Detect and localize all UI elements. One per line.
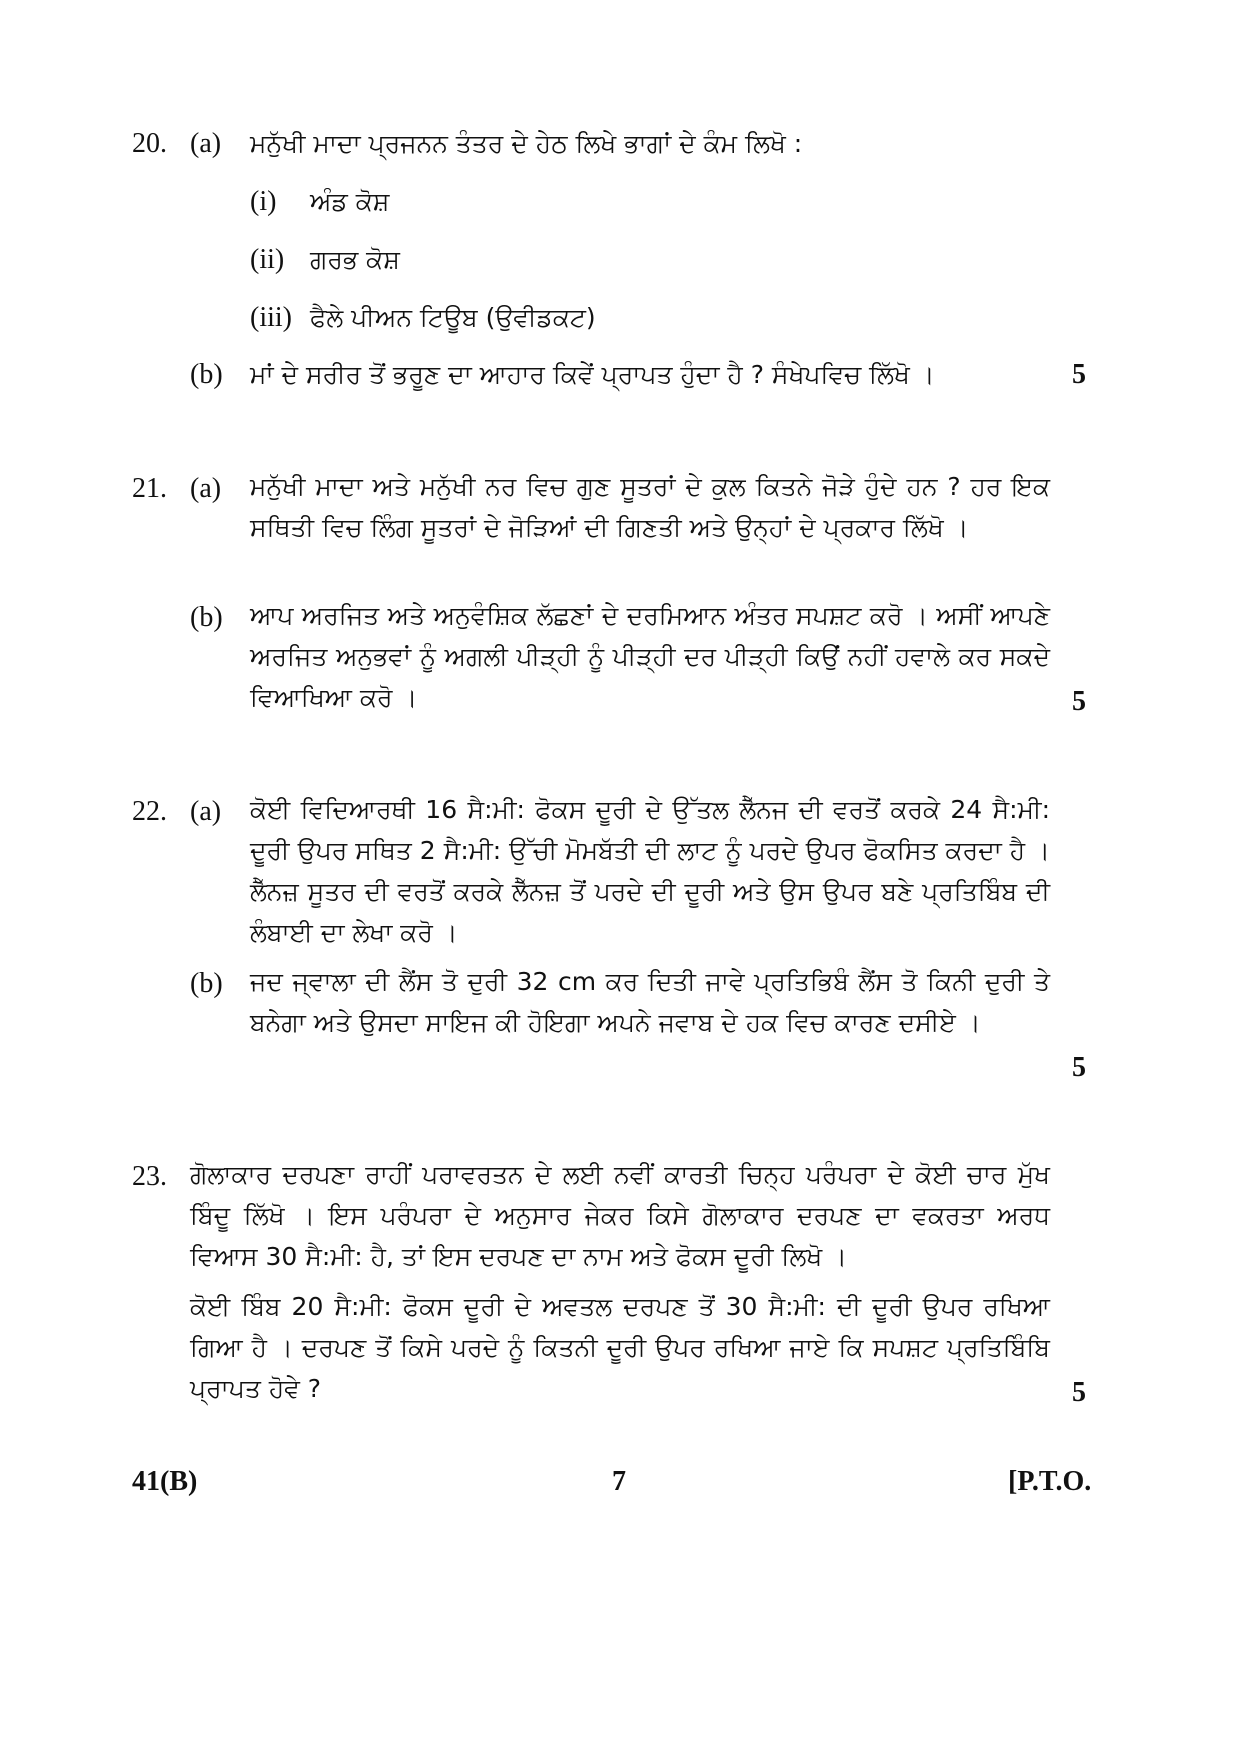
question-21-number: 21. [132,473,167,504]
question-20-part-a-label: (a) [190,128,222,159]
question-23-text-1: ਗੋਲਾਕਾਰ ਦਰਪਣਾ ਰਾਹੀਂ ਪਰਾਵਰਤਨ ਦੇ ਲਈ ਨਵੀਂ ਕਾਰਤੀ ਚਿਨ੍ਹ ਪਰੰਪਰਾ ਦੇ ਕੋਈ ਚਾਰ ਮੁੱਖ ਬਿੰਦੂ ਲਿੱਖੋ । ਇਸ ਪਰੰਪਰਾ ਦੇ ਅਨੁਸਾਰ ਜੇਕਰ ਕਿਸੇ ਗੋਲਾਕਾਰ ਦਰਪਣ ਦਾ ਵਕਰਤਾ ਅਰਧ ਵਿਆਸ 30 ਸੈ:ਮੀ: ਹੈ, ਤਾਂ ਇਸ ਦਰਪਣ ਦਾ ਨਾਮ ਅਤੇ ਫੋਕਸ ਦੂਰੀ ਲਿਖੋ । [190,1160,1050,1271]
question-23-number: 23. [132,1161,167,1192]
question-20-sub-i-label: (i) [250,186,277,217]
question-23-marks: 5 [1072,1377,1086,1408]
question-20-sub-i-text: ਅੰਡ ਕੋਸ਼ [310,187,390,216]
question-20-part-a-text: ਮਨੁੱਖੀ ਮਾਦਾ ਪ੍ਰਜਨਨ ਤੰਤਰ ਦੇ ਹੇਠ ਲਿਖੇ ਭਾਗਾਂ ਦੇ ਕੰਮ ਲਿਖੋ : [250,129,803,158]
question-22-part-a-text: ਕੋਈ ਵਿਦਿਆਰਥੀ 16 ਸੈ:ਮੀ: ਫੋਕਸ ਦੂਰੀ ਦੇ ਉੱਤਲ ਲੈੱਨਜ ਦੀ ਵਰਤੋਂ ਕਰਕੇ 24 ਸੈ:ਮੀ: ਦੂਰੀ ਉਪਰ ਸਥਿਤ 2 ਸੈ:ਮੀ: ਉੱਚੀ ਮੋਮਬੱਤੀ ਦੀ ਲਾਟ ਨੂੰ ਪਰਦੇ ਉਪਰ ਫੋਕਸਿਤ ਕਰਦਾ ਹੈ । ਲੈੱਨਜ਼ ਸੂਤਰ ਦੀ ਵਰਤੋਂ ਕਰਕੇ ਲੈੱਨਜ਼ ਤੋਂ ਪਰਦੇ ਦੀ ਦੂਰੀ ਅਤੇ ਉਸ ਉਪਰ ਬਣੇ ਪ੍ਰਤਿਬਿੰਬ ਦੀ ਲੰਬਾਈ ਦਾ ਲੇਖਾ ਕਰੋ । [250,795,1050,947]
question-20-sub-ii-label: (ii) [250,244,285,275]
question-22-part-a-label: (a) [190,796,222,827]
question-21-part-a-text: ਮਨੁੱਖੀ ਮਾਦਾ ਅਤੇ ਮਨੁੱਖੀ ਨਰ ਵਿਚ ਗੁਣ ਸੂਤਰਾਂ ਦੇ ਕੁਲ ਕਿਤਨੇ ਜੋੜੇ ਹੁੰਦੇ ਹਨ ? ਹਰ ਇਕ ਸਥਿਤੀ ਵਿਚ ਲਿੰਗ ਸੂਤਰਾਂ ਦੇ ਜੋੜਿਆਂ ਦੀ ਗਿਣਤੀ ਅਤੇ ਉਨ੍ਹਾਂ ਦੇ ਪ੍ਰਕਾਰ ਲਿੱਖੋ । [250,472,1050,542]
question-22-marks: 5 [1072,1052,1086,1083]
question-20-part-b-label: (b) [190,359,223,390]
question-20-part-b-text: ਮਾਂ ਦੇ ਸਰੀਰ ਤੋਂ ਭਰੂਣ ਦਾ ਆਹਾਰ ਕਿਵੇਂ ਪ੍ਰਾਪਤ ਹੁੰਦਾ ਹੈ ? ਸੰਖੇਪਵਿਚ ਲਿੱਖੋ । [250,360,935,389]
question-20-marks: 5 [1072,359,1086,390]
question-20-number: 20. [132,128,167,159]
question-20-sub-iii-text: ਫੈਲੇ ਪੀਅਨ ਟਿਊਬ (ਉਵੀਡਕਟ) [310,303,596,332]
question-22-part-b-label: (b) [190,968,223,999]
footer-page-number: 7 [612,1466,626,1497]
question-20-sub-iii-label: (iii) [250,302,292,333]
question-21-marks: 5 [1072,686,1086,717]
footer-paper-code: 41(B) [132,1466,198,1497]
footer-pto: [P.T.O. [1008,1466,1092,1497]
question-23-text-2: ਕੋਈ ਬਿੰਬ 20 ਸੈ:ਮੀ: ਫੋਕਸ ਦੂਰੀ ਦੇ ਅਵਤਲ ਦਰਪਣ ਤੋਂ 30 ਸੈ:ਮੀ: ਦੀ ਦੂਰੀ ਉਪਰ ਰਖਿਆ ਗਿਆ ਹੈ । ਦਰਪਣ ਤੋਂ ਕਿਸੇ ਪਰਦੇ ਨੂੰ ਕਿਤਨੀ ਦੂਰੀ ਉਪਰ ਰਖਿਆ ਜਾਏ ਕਿ ਸਪਸ਼ਟ ਪ੍ਰਤਿਬਿੰਬਿ ਪ੍ਰਾਪਤ ਹੋਵੇ ? [190,1292,1050,1403]
question-21-part-b-label: (b) [190,602,223,633]
question-22-number: 22. [132,796,167,827]
question-22-part-b-text: ਜਦ ਜ੍ਵਾਲਾ ਦੀ ਲੈਂਸ ਤੋ ਦੁਰੀ 32 cm ਕਰ ਦਿਤੀ ਜਾਵੇ ਪ੍ਰਤਿਭਿਬੰ ਲੈਂਸ ਤੋ ਕਿਨੀ ਦੁਰੀ ਤੇ ਬਨੇਗਾ ਅਤੇ ਉਸਦਾ ਸਾਇਜ ਕੀ ਹੋਇਗਾ ਅਪਨੇ ਜਵਾਬ ਦੇ ਹਕ ਵਿਚ ਕਾਰਣ ਦਸੀਏ । [250,967,1050,1037]
question-20-sub-ii-text: ਗਰਭ ਕੋਸ਼ [310,245,400,274]
question-21-part-a-label: (a) [190,473,222,504]
question-21-part-b-text: ਆਪ ਅਰਜਿਤ ਅਤੇ ਅਨੁਵੰਸ਼ਿਕ ਲੱਛਣਾਂ ਦੇ ਦਰਮਿਆਨ ਅੰਤਰ ਸਪਸ਼ਟ ਕਰੋ । ਅਸੀਂ ਆਪਣੇ ਅਰਜਿਤ ਅਨੁਭਵਾਂ ਨੂੰ ਅਗਲੀ ਪੀੜ੍ਹੀ ਨੂੰ ਪੀੜ੍ਹੀ ਦਰ ਪੀੜ੍ਹੀ ਕਿਉਂ ਨਹੀਂ ਹਵਾਲੇ ਕਰ ਸਕਦੇ ਵਿਆਖਿਆ ਕਰੋ । [250,601,1050,712]
